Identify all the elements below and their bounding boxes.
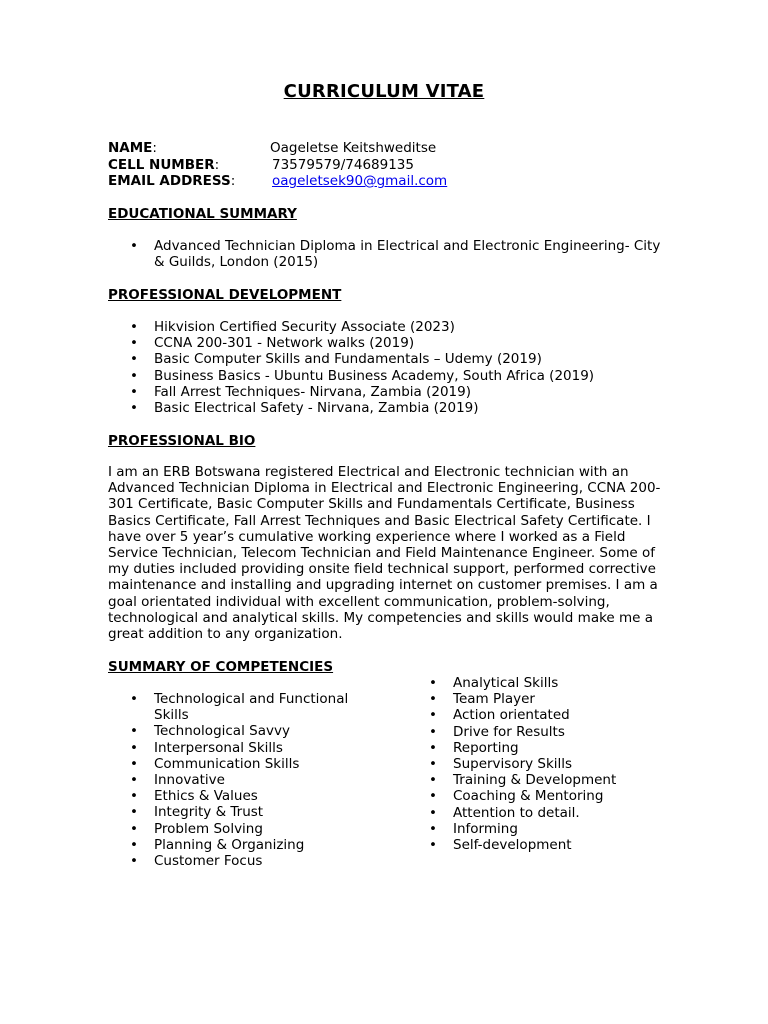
bullet-icon: •	[130, 836, 138, 853]
list-item-text: Integrity & Trust	[154, 804, 264, 821]
list-item	[407, 821, 667, 837]
list-item	[407, 675, 667, 691]
list-item	[108, 723, 358, 739]
cell-value: 73579579/74689135	[272, 156, 414, 173]
bullet-icon: •	[130, 820, 138, 837]
list-item	[108, 837, 358, 853]
list-item-text: CCNA 200-301 - Network walks (2019)	[154, 335, 415, 352]
list-item-text: Business Basics - Ubuntu Business Academy, South Africa (2019)	[154, 367, 595, 384]
bullet-icon: •	[130, 400, 138, 417]
list-item-text: Self-development	[453, 837, 572, 854]
list-item-text: Technological and Functional Skills	[154, 691, 349, 724]
email-link[interactable]: oageletsek90@gmail.com	[272, 173, 448, 189]
list-item-text: Innovative	[154, 772, 225, 789]
list-item-text: Action orientated	[453, 707, 570, 724]
list-item	[108, 400, 668, 416]
bullet-icon: •	[130, 367, 138, 384]
list-item	[108, 853, 358, 869]
bullet-icon: •	[130, 723, 138, 740]
bio-paragraph: I am an ERB Botswana registered Electrical and Electronic technician with an Advanced Technician Diploma in Electrical and Electronic Engineering, CCNA 200-301 Certificate, Basic Computer Skills and Fundamentals Certificate, Business Basics Certificate, Fall Arrest Techniques and Basic Electrical Safety Certificate. I have over 5 year’s cumulative working experience where I worked as a Field Service Technician, Telecom Technician and Field Maintenance Engineer. Some of my duties included providing onsite field technical support, performed corrective maintenance and installing and upgrading internet on customer premises. I am a goal orientated individual with excellent communication, problem-solving, technological and analytical skills. My competencies and skills would make me a great addition to any organization.	[108, 464, 661, 643]
name-value: Oageletse Keitshweditse	[270, 140, 437, 156]
list-item	[108, 788, 358, 804]
list-item	[108, 238, 668, 270]
list-item-text: Fall Arrest Techniques- Nirvana, Zambia (2019)	[154, 383, 472, 400]
bullet-icon: •	[130, 804, 138, 821]
professional-development-heading: PROFESSIONAL DEVELOPMENT	[108, 287, 342, 303]
list-item-text: Hikvision Certified Security Associate (2023)	[154, 319, 455, 335]
list-item	[108, 756, 358, 772]
bullet-icon: •	[130, 788, 138, 805]
bullet-icon: •	[429, 691, 437, 708]
bullet-icon: •	[130, 383, 138, 400]
bullet-icon: •	[130, 772, 138, 789]
bullet-icon: •	[130, 238, 138, 254]
list-item-text: Ethics & Values	[154, 788, 258, 805]
competencies-heading: SUMMARY OF COMPETENCIES	[108, 659, 334, 675]
contact-block	[108, 140, 448, 190]
bullet-icon: •	[130, 691, 138, 707]
list-item	[108, 319, 668, 335]
list-item-text: Basic Computer Skills and Fundamentals – Udemy (2019)	[154, 351, 542, 368]
bullet-icon: •	[130, 853, 138, 870]
email-row: EMAIL ADDRESS: oageletsek90@gmail.com	[108, 173, 448, 189]
list-item-text: Communication Skills	[154, 755, 300, 772]
bullet-icon: •	[429, 707, 437, 724]
list-item-text: Coaching & Mentoring	[453, 788, 604, 805]
bullet-icon: •	[429, 675, 437, 691]
bullet-icon: •	[429, 804, 437, 821]
bullet-icon: •	[429, 788, 437, 805]
bullet-icon: •	[429, 756, 437, 773]
list-item-text: Planning & Organizing	[154, 836, 305, 853]
list-item	[108, 368, 668, 384]
list-item-text: Customer Focus	[154, 853, 263, 870]
page-title: CURRICULUM VITAE	[283, 81, 485, 102]
list-item	[407, 691, 667, 707]
list-item	[108, 691, 358, 723]
bullet-icon: •	[429, 820, 437, 837]
list-item-text: Drive for Results	[453, 723, 565, 740]
bio-heading: PROFESSIONAL BIO	[108, 433, 256, 449]
education-list	[108, 238, 668, 270]
list-item	[108, 772, 358, 788]
bullet-icon: •	[130, 351, 138, 368]
bullet-icon: •	[130, 319, 138, 335]
list-item	[407, 772, 667, 788]
list-item	[108, 804, 358, 820]
list-item	[407, 707, 667, 723]
list-item-text: Interpersonal Skills	[154, 739, 283, 756]
competencies-left-list	[108, 691, 358, 869]
education-heading: EDUCATIONAL SUMMARY	[108, 206, 297, 222]
list-item-text: Problem Solving	[154, 820, 263, 837]
bullet-icon: •	[429, 739, 437, 756]
list-item-text: Team Player	[453, 691, 535, 708]
list-item-text: Training & Development	[453, 772, 617, 789]
competencies-right-list	[407, 675, 667, 853]
list-item-text: Advanced Technician Diploma in Electrical and Electronic Engineering- City & Guilds, London (2015)	[154, 238, 661, 271]
bullet-icon: •	[429, 772, 437, 789]
list-item	[407, 756, 667, 772]
bullet-icon: •	[429, 837, 437, 854]
list-item	[407, 788, 667, 804]
list-item	[407, 805, 667, 821]
list-item	[108, 335, 668, 351]
email-label: EMAIL ADDRESS	[108, 173, 231, 189]
list-item-text: Reporting	[453, 739, 519, 756]
list-item-text: Attention to detail.	[453, 804, 580, 821]
list-item	[407, 740, 667, 756]
list-item-text: Supervisory Skills	[453, 756, 573, 773]
list-item-text: Technological Savvy	[154, 723, 290, 740]
cell-row: CELL NUMBER: 73579579/74689135	[108, 156, 414, 173]
list-item-text: Informing	[453, 820, 518, 837]
list-item	[407, 724, 667, 740]
cell-label: CELL NUMBER	[108, 156, 215, 173]
list-item-text: Basic Electrical Safety - Nirvana, Zambia (2019)	[154, 400, 479, 417]
list-item	[407, 837, 667, 853]
bullet-icon: •	[130, 755, 138, 772]
list-item-text: Analytical Skills	[453, 675, 559, 691]
professional-development-list	[108, 319, 668, 416]
bullet-icon: •	[130, 739, 138, 756]
list-item	[108, 821, 358, 837]
bullet-icon: •	[429, 723, 437, 740]
list-item	[108, 740, 358, 756]
bullet-icon: •	[130, 335, 138, 352]
name-label: NAME	[108, 140, 153, 156]
list-item	[108, 384, 668, 400]
name-row: NAME: Oageletse Keitshweditse	[108, 140, 437, 156]
list-item	[108, 351, 668, 367]
